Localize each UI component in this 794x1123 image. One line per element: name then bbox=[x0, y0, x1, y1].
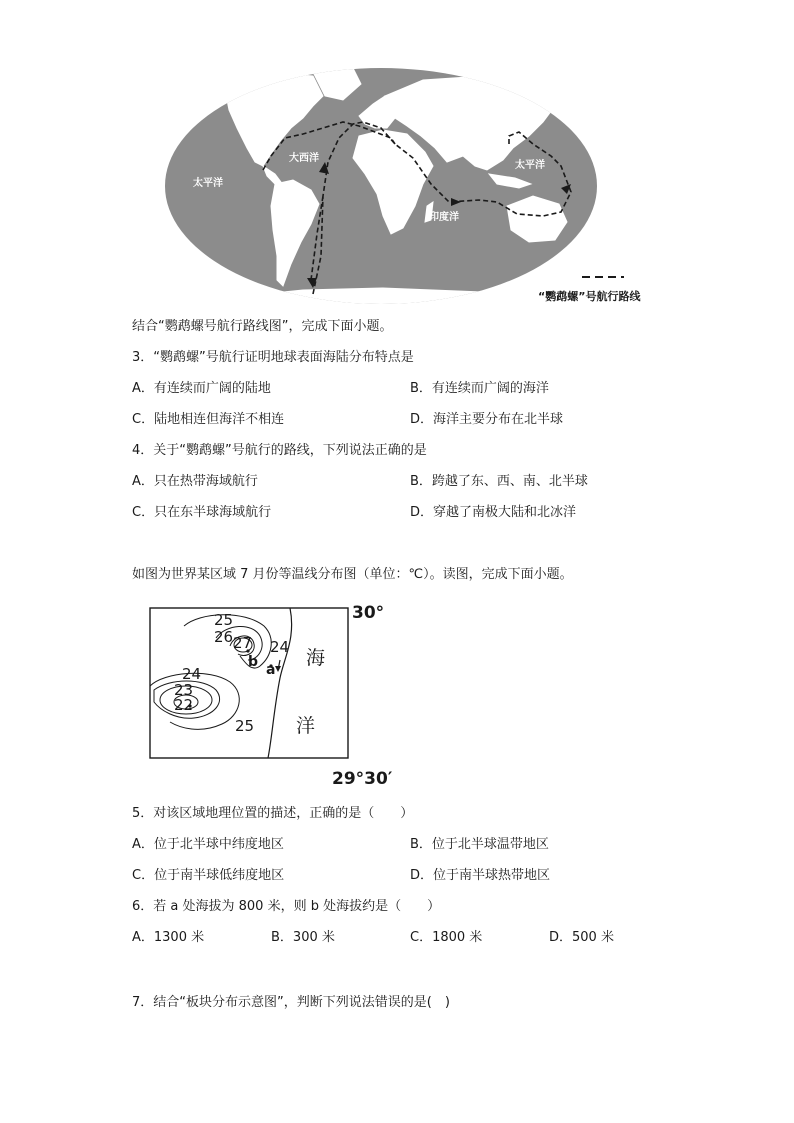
q4-option-d[interactable]: D．穿越了南极大陆和北冰洋 bbox=[410, 505, 577, 520]
q5-option-a[interactable]: A．位于北半球中纬度地区 bbox=[132, 837, 284, 852]
q3-option-c[interactable]: C．陆地相连但海洋不相连 bbox=[132, 412, 285, 427]
q3-option-b[interactable]: B．有连续而广阔的海洋 bbox=[410, 381, 549, 396]
q5-option-c[interactable]: C．位于南半球低纬度地区 bbox=[132, 868, 285, 883]
isotherm-label-24-right: 24 bbox=[270, 638, 290, 656]
sea-label-yang: 洋 bbox=[296, 715, 316, 737]
q3-option-d[interactable]: D．海洋主要分布在北半球 bbox=[410, 412, 564, 427]
latitude-bottom-label: 29°30′ bbox=[332, 769, 393, 789]
q3-option-a[interactable]: A．有连续而广阔的陆地 bbox=[132, 381, 271, 396]
isotherm-label-26: 26 bbox=[214, 628, 234, 646]
isotherm-label-24-left: 24 bbox=[182, 665, 202, 683]
q5-option-d[interactable]: D．位于南半球热带地区 bbox=[410, 868, 551, 883]
q6-option-d[interactable]: D．500 米 bbox=[549, 930, 614, 945]
q6-option-b[interactable]: B．300 米 bbox=[271, 930, 335, 945]
isotherm-label-22: 22 bbox=[174, 696, 194, 714]
intro-text-1: 结合“鹦鹉螺号航行路线图”，完成下面小题。 bbox=[132, 319, 393, 334]
intro-text-2: 如图为世界某区域 7 月份等温线分布图（单位：℃）。读图，完成下面小题。 bbox=[132, 567, 573, 582]
isotherm-label-25-bottom: 25 bbox=[235, 717, 255, 735]
isotherm-map bbox=[140, 598, 400, 790]
isotherm-label-25-top: 25 bbox=[214, 611, 234, 629]
q4-option-a[interactable]: A．只在热带海域航行 bbox=[132, 474, 258, 489]
label-atlantic: 大西洋 bbox=[289, 153, 319, 164]
point-b-label: b bbox=[248, 654, 259, 670]
sea-label-hai: 海 bbox=[306, 647, 326, 669]
q6-option-c[interactable]: C．1800 米 bbox=[410, 930, 483, 945]
latitude-top-label: 30° bbox=[352, 603, 385, 623]
map-legend-label: “鹦鹉螺”号航行路线 bbox=[538, 290, 641, 303]
q4-option-c[interactable]: C．只在东半球海域航行 bbox=[132, 505, 272, 520]
legend-dash-symbol bbox=[580, 273, 628, 281]
question-4-stem: 4．关于“鹦鹉螺”号航行的路线，下列说法正确的是 bbox=[132, 443, 427, 458]
landmass-antarctica bbox=[203, 288, 583, 306]
q6-option-a[interactable]: A．1300 米 bbox=[132, 930, 205, 945]
label-indian: 印度洋 bbox=[429, 212, 459, 223]
label-pacific-west: 太平洋 bbox=[193, 178, 223, 189]
question-5-stem: 5．对该区域地理位置的描述，正确的是（ ） bbox=[132, 806, 414, 821]
nautilus-route-map bbox=[163, 66, 663, 306]
label-pacific-east: 太平洋 bbox=[515, 160, 545, 171]
question-6-stem: 6．若 a 处海拔为 800 米，则 b 处海拔约是（ ） bbox=[132, 899, 441, 914]
q4-option-b[interactable]: B．跨越了东、西、南、北半球 bbox=[410, 474, 588, 489]
question-3-stem: 3．“鹦鹉螺”号航行证明地球表面海陆分布特点是 bbox=[132, 350, 414, 365]
isotherm-label-27: 27 bbox=[233, 634, 253, 652]
question-7-stem: 7．结合“板块分布示意图”，判断下列说法错误的是( ) bbox=[132, 995, 450, 1010]
q5-option-b[interactable]: B．位于北半球温带地区 bbox=[410, 837, 549, 852]
isotherm-label-23: 23 bbox=[174, 681, 194, 699]
point-a-label: a bbox=[266, 662, 276, 678]
